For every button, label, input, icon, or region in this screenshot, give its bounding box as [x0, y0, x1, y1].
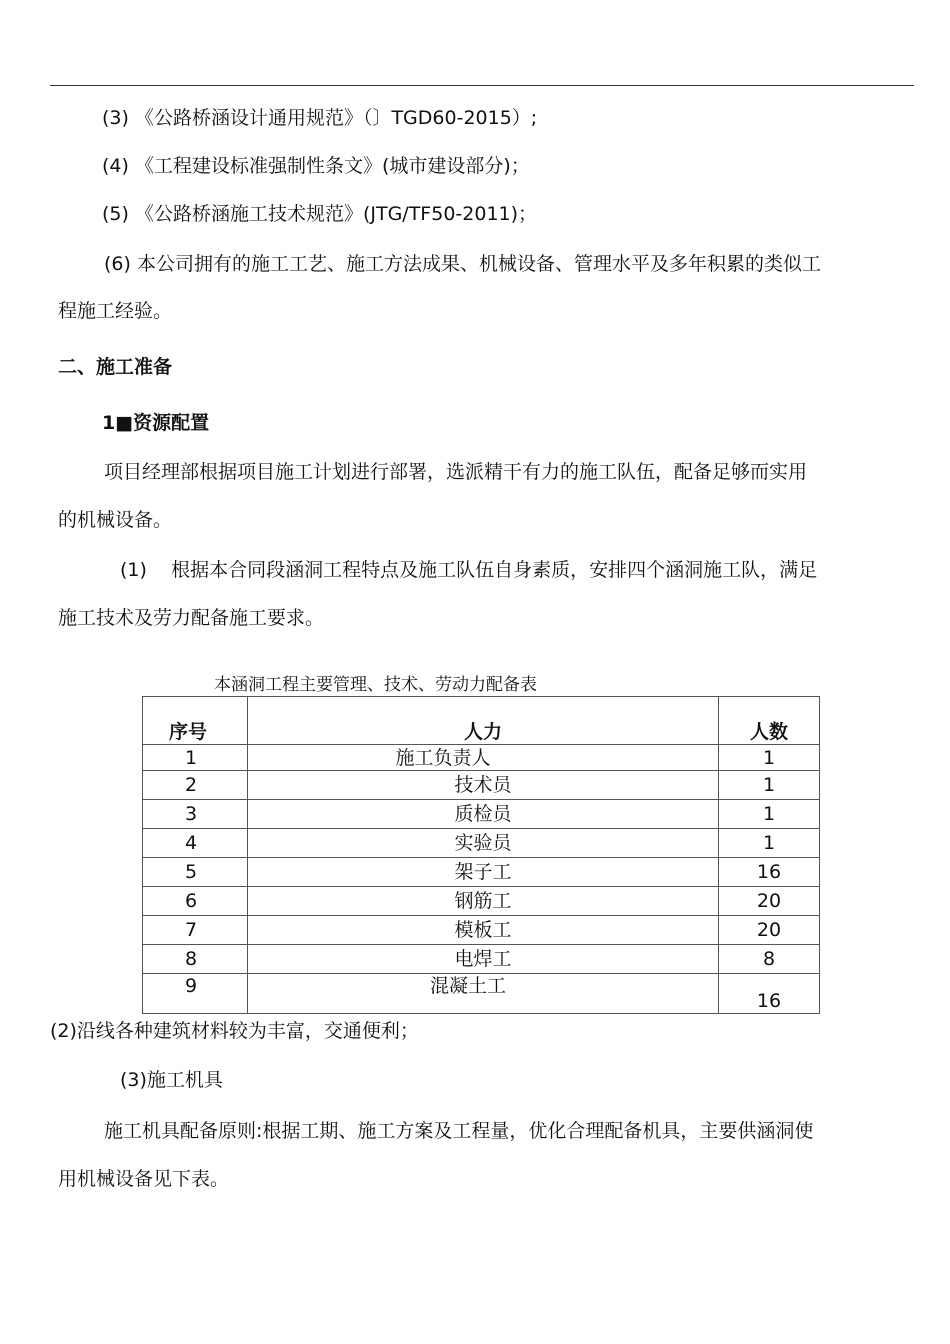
- row-index: 5: [143, 858, 248, 887]
- row-role: 施工负责人: [248, 745, 719, 771]
- table-row: [143, 916, 820, 945]
- section-heading: 二、施工准备: [58, 356, 173, 378]
- table-row: [143, 745, 820, 771]
- header-count: 人数: [719, 697, 820, 745]
- row-count: 16: [719, 858, 820, 887]
- table-row: [143, 945, 820, 974]
- equipment-paragraph-line-2: 用机械设备见下表。: [58, 1168, 230, 1190]
- table-row: [143, 800, 820, 829]
- row-role: 架子工: [248, 858, 719, 887]
- paragraph-1-line-1: 项目经理部根据项目施工计划进行部署，选派精干有力的施工队伍，配备足够而实用: [104, 461, 808, 483]
- header-rule: [50, 85, 914, 86]
- equipment-paragraph-line-1: 施工机具配备原则:根据工期、施工方案及工程量，优化合理配备机具，主要供涵洞使: [104, 1120, 814, 1142]
- header-index: 序号: [143, 697, 248, 745]
- table-row: [143, 858, 820, 887]
- paragraph-1-line-2: 的机械设备。: [58, 509, 173, 531]
- row-role: 质检员: [248, 800, 719, 829]
- row-index: 1: [143, 745, 248, 771]
- row-count: 16: [719, 974, 820, 1014]
- table-caption: 本涵洞工程主要管理、技术、劳动力配备表: [214, 675, 537, 695]
- staffing-table: [142, 696, 820, 1014]
- header-role: 人力: [248, 697, 719, 745]
- note-2: (2)沿线各种建筑材料较为丰富，交通便利；: [50, 1020, 419, 1042]
- table-row: [143, 974, 820, 1014]
- row-index: 9: [143, 974, 248, 1014]
- ref-item-3: (3) 《公路桥涵设计通用规范》（〕TGD60-2015）;: [102, 107, 538, 129]
- row-role: 电焊工: [248, 945, 719, 974]
- row-index: 6: [143, 887, 248, 916]
- ref-item-6: (6) 本公司拥有的施工工艺、施工方法成果、机械设备、管理水平及多年积累的类似工: [104, 253, 821, 275]
- row-role: 混凝土工: [248, 974, 719, 1014]
- row-count: 1: [719, 829, 820, 858]
- row-count: 20: [719, 887, 820, 916]
- row-role: 模板工: [248, 916, 719, 945]
- paragraph-2-line-1: (1) 根据本合同段涵洞工程特点及施工队伍自身素质，安排四个涵洞施工队，满足: [120, 559, 818, 581]
- table-row: [143, 829, 820, 858]
- row-index: 4: [143, 829, 248, 858]
- row-role: 钢筋工: [248, 887, 719, 916]
- row-role: 技术员: [248, 771, 719, 800]
- row-count: 8: [719, 945, 820, 974]
- note-3-heading: (3)施工机具: [120, 1069, 223, 1091]
- row-index: 2: [143, 771, 248, 800]
- ref-item-6-cont: 程施工经验。: [58, 300, 173, 322]
- row-count: 1: [719, 800, 820, 829]
- ref-item-4: (4) 《工程建设标准强制性条文》(城市建设部分)；: [102, 155, 530, 177]
- row-count: 1: [719, 745, 820, 771]
- paragraph-2-line-2: 施工技术及劳力配备施工要求。: [58, 607, 325, 629]
- row-count: 20: [719, 916, 820, 945]
- row-role: 实验员: [248, 829, 719, 858]
- table-row: [143, 771, 820, 800]
- subsection-heading: 1■资源配置: [102, 412, 210, 434]
- row-count: 1: [719, 771, 820, 800]
- ref-item-5: (5) 《公路桥涵施工技术规范》(JTG/TF50-2011)；: [102, 203, 538, 225]
- row-index: 3: [143, 800, 248, 829]
- table-row: [143, 887, 820, 916]
- row-index: 7: [143, 916, 248, 945]
- row-index: 8: [143, 945, 248, 974]
